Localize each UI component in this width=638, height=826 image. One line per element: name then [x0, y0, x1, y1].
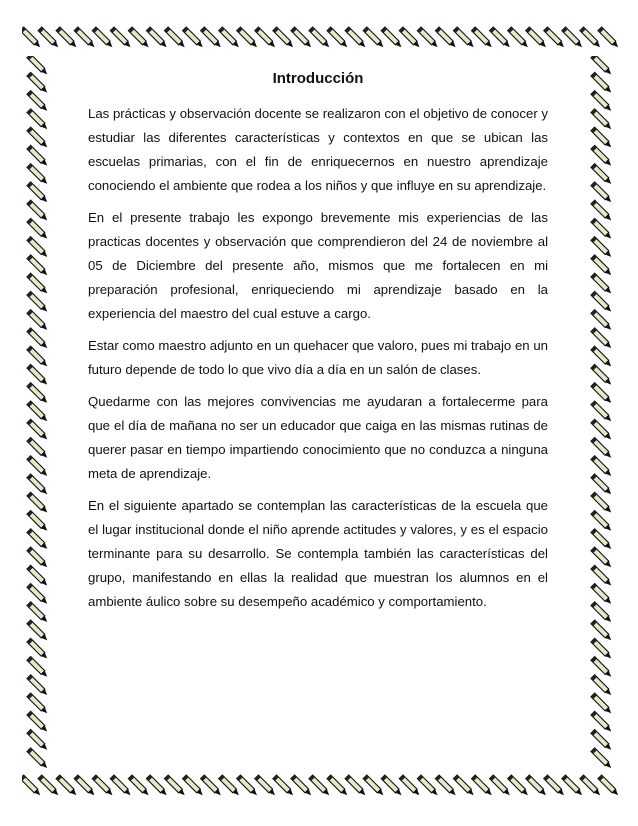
pencil-border-bottom [22, 768, 618, 804]
pencil-border-right [584, 56, 620, 768]
paragraph-2: En el presente trabajo les expongo brevemente mis experiencias de las practicas docentes y observación que comprendieron del 24 de noviembre al 05 de Diciembre del presente año, mismos que me fortalecen en mi preparación profesional, enriqueciendo mi aprendizaje basado en la experiencia del maestro del cual estuve a cargo. [88, 210, 548, 321]
pencil-icon [591, 748, 613, 768]
paragraph-4: Quedarme con las mejores convivencias me ayudaran a fortalecerme para que el día de mañana no ser un educador que caiga en las mismas rutinas de querer pasar en tiempo impartiendo conocimiento que no conduzca a ninguna meta de aprendizaje. [88, 394, 548, 481]
paragraph-5: En el siguiente apartado se contemplan las características de la escuela que el lugar institucional donde el niño aprende actitudes y valores, y es el espacio terminante para su desarrollo. Se contempla también las características del grupo, manifestando en ellas la realidad que muestran los alumnos en el ambiente áulico sobre su desempeño académico y comportamiento. [88, 498, 548, 609]
document-body [88, 68, 548, 622]
page-title: Introducción [272, 70, 364, 87]
pencil-border-left [20, 56, 56, 768]
paragraph-1: Las prácticas y observación docente se realizaron con el objetivo de conocer y estudiar las diferentes características y contextos en que se ubican las escuelas primarias, con el fin de enriquecernos en nuestro aprendizaje conociendo el ambiente que rodea a los niños y que influye en su aprendizaje. [88, 106, 548, 193]
pencil-border-top [22, 20, 618, 56]
pencil-icon [598, 27, 618, 49]
pencil-icon [27, 748, 49, 768]
pencil-icon [598, 775, 618, 797]
paragraph-3: Estar como maestro adjunto en un quehacer que valoro, pues mi trabajo en un futuro depende de todo lo que vivo día a día en un salón de clases. [88, 338, 548, 377]
